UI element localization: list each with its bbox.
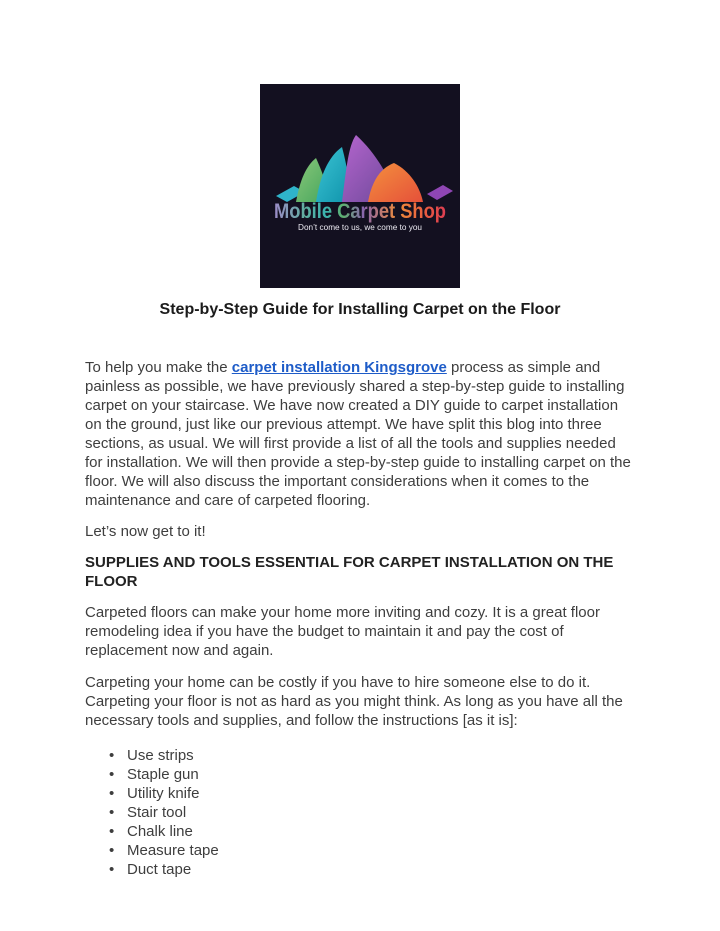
list-item: • Chalk line	[85, 822, 635, 841]
list-item: • Stair tool	[85, 803, 635, 822]
list-item: • Duct tape	[85, 860, 635, 879]
supplies-section-heading: SUPPLIES AND TOOLS ESSENTIAL FOR CARPET INSTALLATION ON THE FLOOR	[85, 554, 614, 590]
intro-paragraph-before-link: To help you make the	[85, 359, 232, 376]
document-body	[0, 358, 720, 879]
supplies-list	[85, 746, 635, 879]
list-item: • Staple gun	[85, 765, 635, 784]
list-item: • Measure tape	[85, 841, 635, 860]
list-item: • Utility knife	[85, 784, 635, 803]
lets-get-to-it-paragraph: Let’s now get to it!	[85, 523, 206, 540]
carpet-installation-kingsgrove-link[interactable]: carpet installation Kingsgrove	[231, 359, 447, 376]
intro-paragraph-after-link: process as simple and painless as possible, we have previously shared a step-by-step guide to installing carpet on your staircase. We have now created a DIY guide to carpet installation on the ground, just like our previous attempt. We have split this blog into three sections, as usual. We will first provide a list of all the tools and supplies needed for installation. We will then provide a step-by-step guide to installing carpet on the floor. We will also discuss the important considerations when it comes to the maintenance and care of carpeted flooring.	[85, 359, 631, 509]
carpeted-floors-paragraph: Carpeted floors can make your home more inviting and cozy. It is a great floor remodeling idea if you have the budget to maintain it and pay the cost of replacement now and again.	[85, 604, 600, 659]
logo-wordmark: Mobile Carpet Shop	[274, 200, 446, 223]
intro-paragraph	[85, 358, 635, 510]
page-title: Step-by-Step Guide for Installing Carpet on the Floor	[159, 301, 561, 318]
brand-logo	[260, 84, 460, 288]
mobile-carpet-shop-logo-icon	[260, 84, 460, 288]
logo-tagline: Don’t come to us, we come to you	[298, 222, 423, 232]
list-item: • Use strips	[85, 746, 635, 765]
carpeting-cost-paragraph: Carpeting your home can be costly if you have to hire someone else to do it. Carpeting your floor is not as hard as you might think. As long as you have all the necessary tools and supplies, and follow the instructions [as it is]:	[85, 674, 623, 729]
